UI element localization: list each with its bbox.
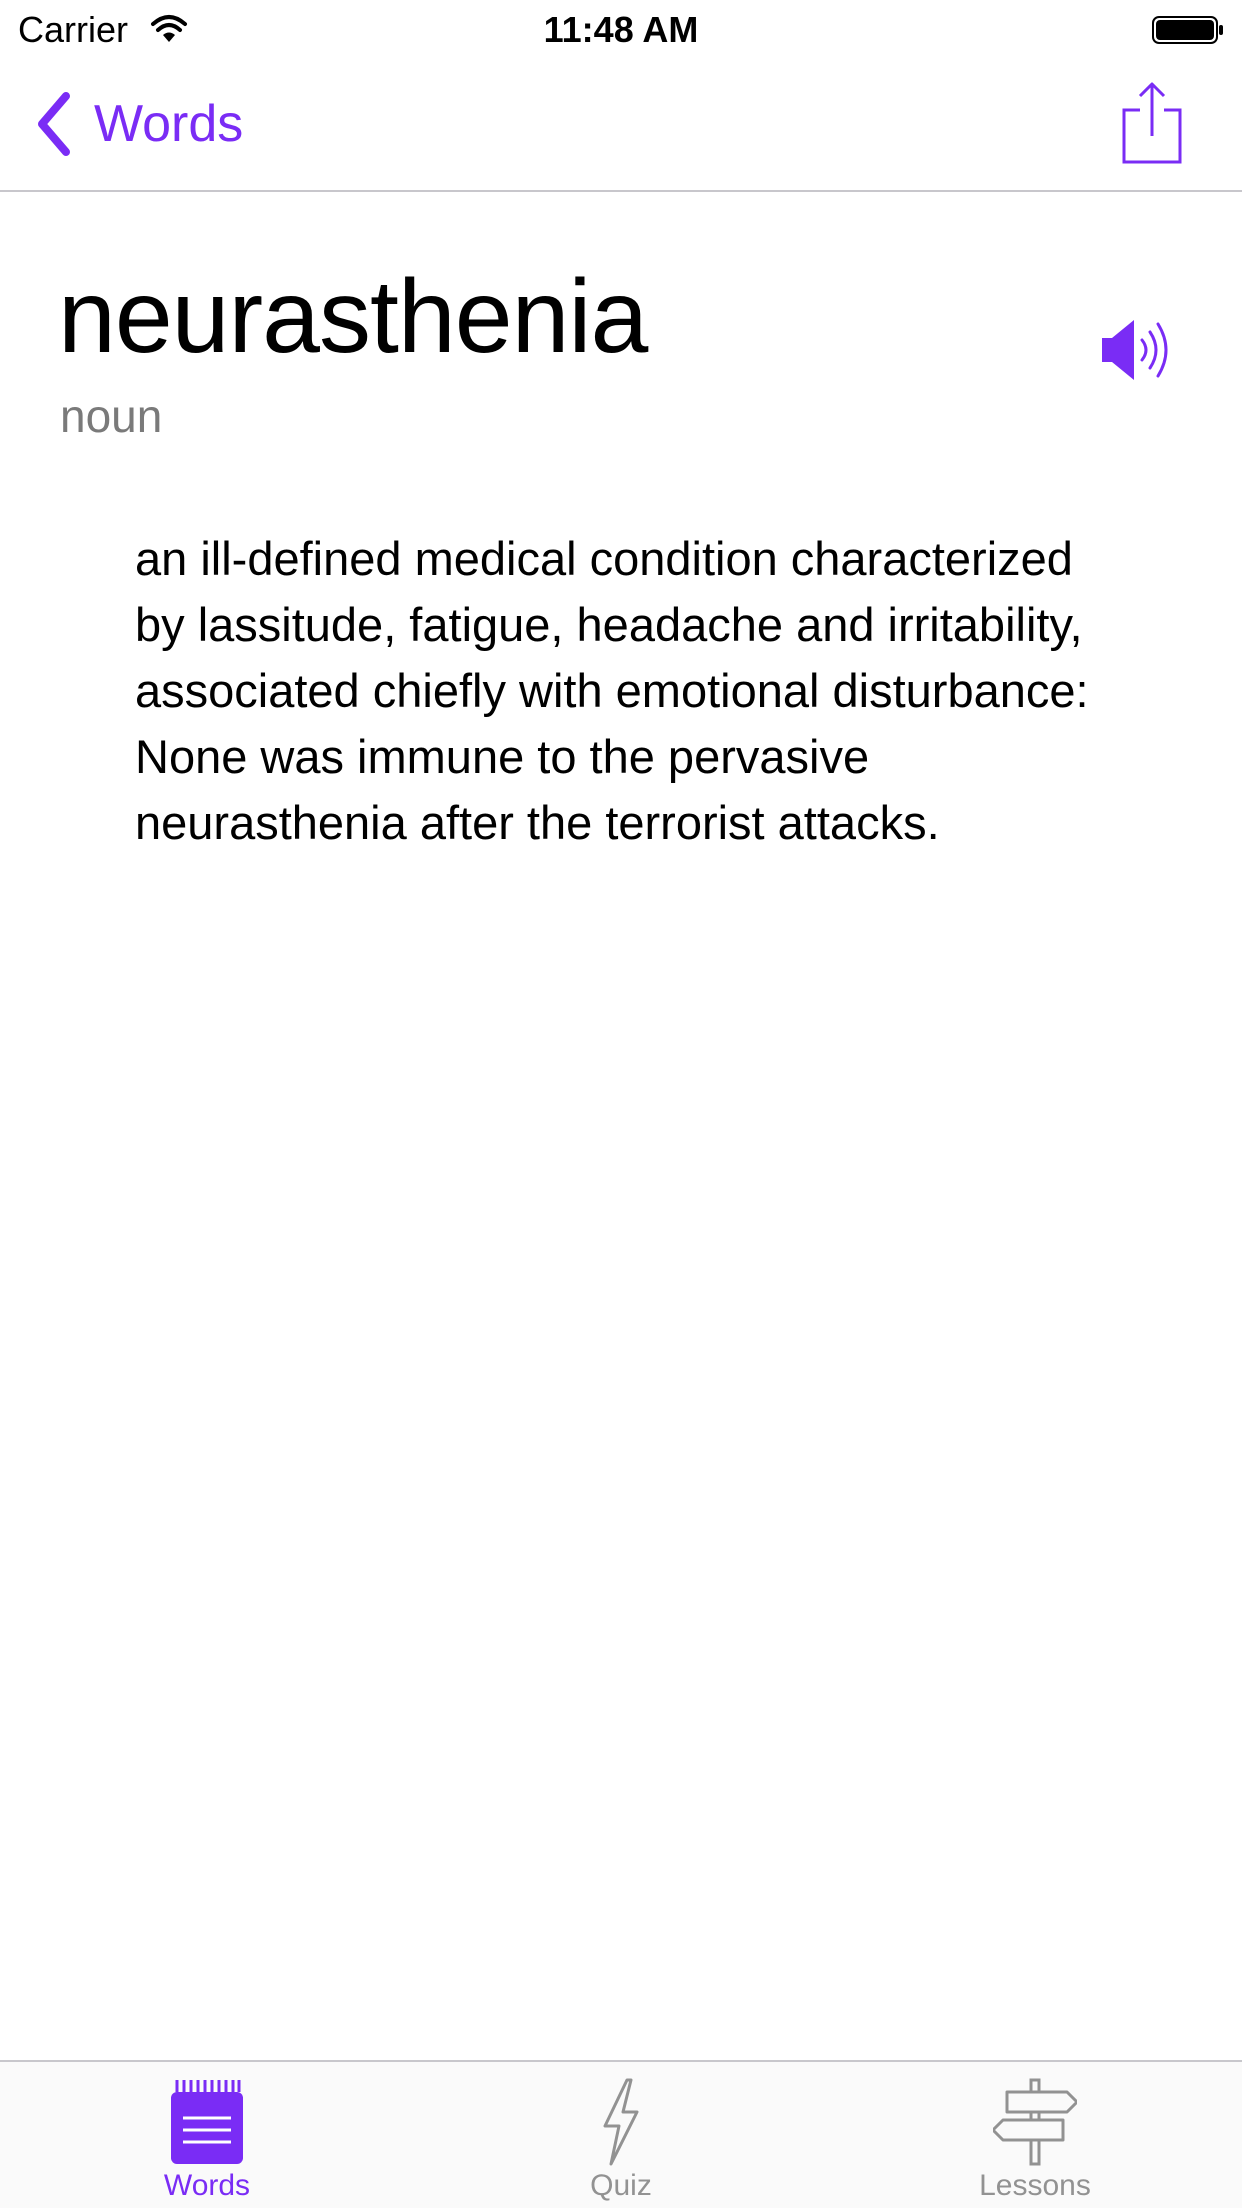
- tab-lessons[interactable]: [828, 2062, 1242, 2208]
- definition-text: an ill-defined medical condition characterized by lassitude, fatigue, headache and irritability, associated chiefly with emotional disturbance: None was immune to the pervasive neurasthenia after the terrorist attacks.: [135, 532, 1089, 849]
- tab-lessons-label: Lessons: [979, 2169, 1091, 2202]
- tab-quiz[interactable]: [414, 2062, 828, 2208]
- navigation-bar: [0, 60, 1242, 192]
- signpost-icon: [993, 2078, 1077, 2166]
- part-of-speech: noun: [60, 390, 163, 442]
- share-icon[interactable]: [1120, 80, 1184, 166]
- status-time: 11:48 AM: [543, 9, 699, 50]
- battery-full-icon: [1152, 15, 1224, 45]
- word-title: neurasthenia: [58, 259, 648, 375]
- chevron-left-icon: [34, 92, 74, 156]
- tab-words[interactable]: [0, 2062, 414, 2208]
- carrier-label: Carrier: [18, 9, 129, 50]
- tab-words-label: Words: [163, 2169, 251, 2202]
- back-button[interactable]: [34, 92, 243, 156]
- lightning-icon: [579, 2078, 663, 2166]
- notepad-icon: [165, 2078, 249, 2166]
- speaker-icon[interactable]: [1098, 314, 1172, 386]
- tab-bar: [0, 2060, 1242, 2208]
- back-button-label: Words: [94, 95, 244, 153]
- tab-quiz-label: Quiz: [590, 2169, 652, 2202]
- status-bar: [0, 0, 1242, 60]
